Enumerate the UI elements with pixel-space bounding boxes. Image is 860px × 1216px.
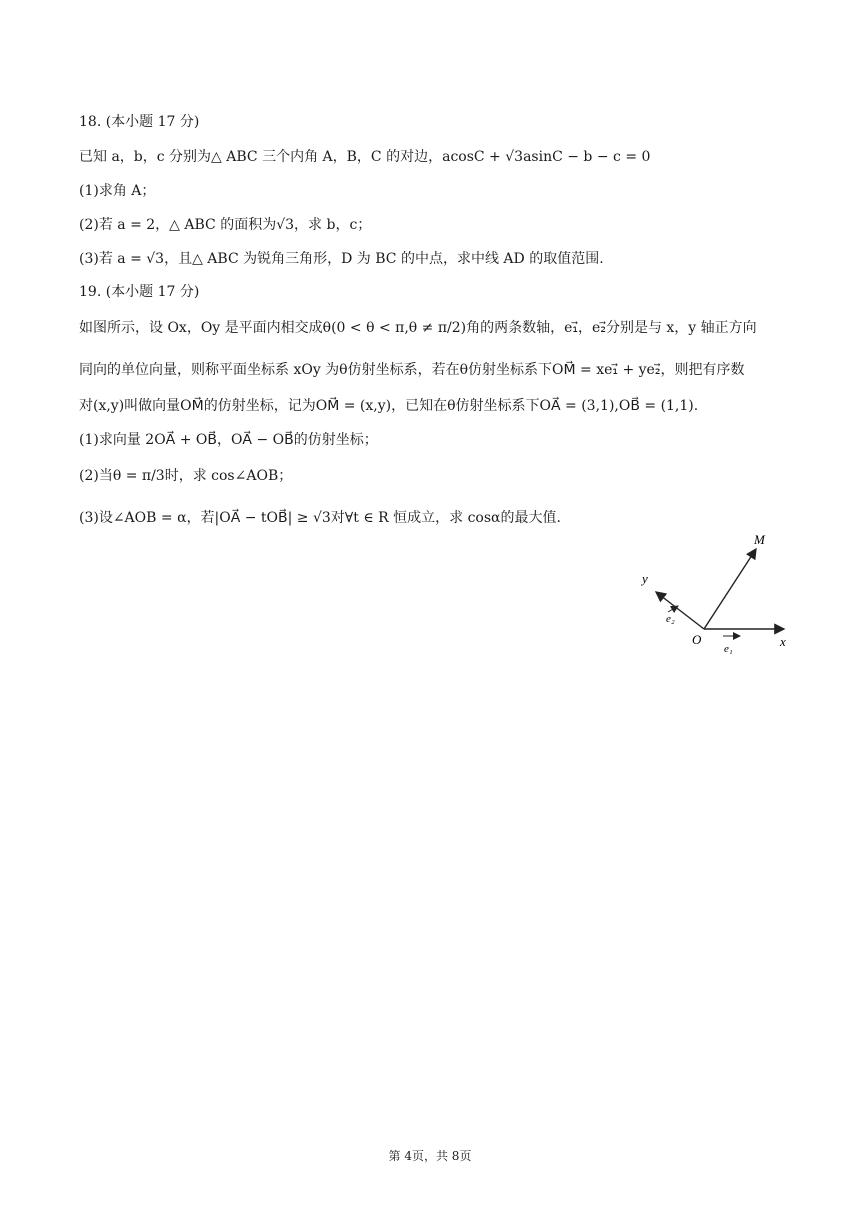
page-footer: 第 4页，共 8页 xyxy=(388,1149,472,1163)
q19-stem-line1: 如图所示，设 Ox，Oy 是平面内相交成θ(0 < θ < π,θ ≠ π/2)角的两条数轴，e₁⃗，e₂⃗分别是与 x，y 轴正方向 xyxy=(79,320,757,336)
q18-stem: 已知 a，b，c 分别为△ ABC 三个内角 A，B，C 的对边，acosC + √3asinC − b − c = 0 xyxy=(79,149,651,165)
label-o: O xyxy=(692,632,702,647)
q18-header: 18. (本小题 17 分) xyxy=(79,114,200,130)
q19-part1: (1)求向量 2OA⃗ + OB⃗，OA⃗ − OB⃗的仿射坐标； xyxy=(79,432,378,448)
q19-stem-line2: 同向的单位向量，则称平面坐标系 xOy 为θ仿射坐标系，若在θ仿射坐标系下OM⃗ = xe₁⃗ + ye₂⃗，则把有序数 xyxy=(79,362,745,378)
q18-part1: (1)求角 A； xyxy=(79,183,156,199)
label-m: M xyxy=(754,532,765,547)
label-x: x xyxy=(780,634,786,649)
q18-part2: (2)若 a = 2，△ ABC 的面积为√3，求 b，c； xyxy=(79,217,372,233)
affine-coordinate-figure xyxy=(630,528,800,658)
q19-part2: (2)当θ = π/3时，求 cos∠AOB； xyxy=(79,468,293,484)
label-e1: e₁ xyxy=(724,643,733,655)
e2-vector xyxy=(668,606,678,612)
label-y: y xyxy=(642,571,648,586)
q19-stem-line3: 对(x,y)叫做向量OM⃗的仿射坐标，记为OM⃗ = (x,y)，已知在θ仿射坐标系下OA⃗ = (3,1),OB⃗ = (1,1). xyxy=(79,398,699,414)
q19-part3: (3)设∠AOB = α，若|OA⃗ − tOB⃗| ≥ √3对∀t ∈ R 恒成立，求 cosα的最大值. xyxy=(79,510,561,526)
q19-header: 19. (本小题 17 分) xyxy=(79,284,200,300)
vector-om xyxy=(704,549,756,629)
label-e2: e₂ xyxy=(666,613,675,625)
y-axis xyxy=(656,592,704,629)
q18-part3: (3)若 a = √3，且△ ABC 为锐角三角形，D 为 BC 的中点，求中线 AD 的取值范围. xyxy=(79,251,604,267)
